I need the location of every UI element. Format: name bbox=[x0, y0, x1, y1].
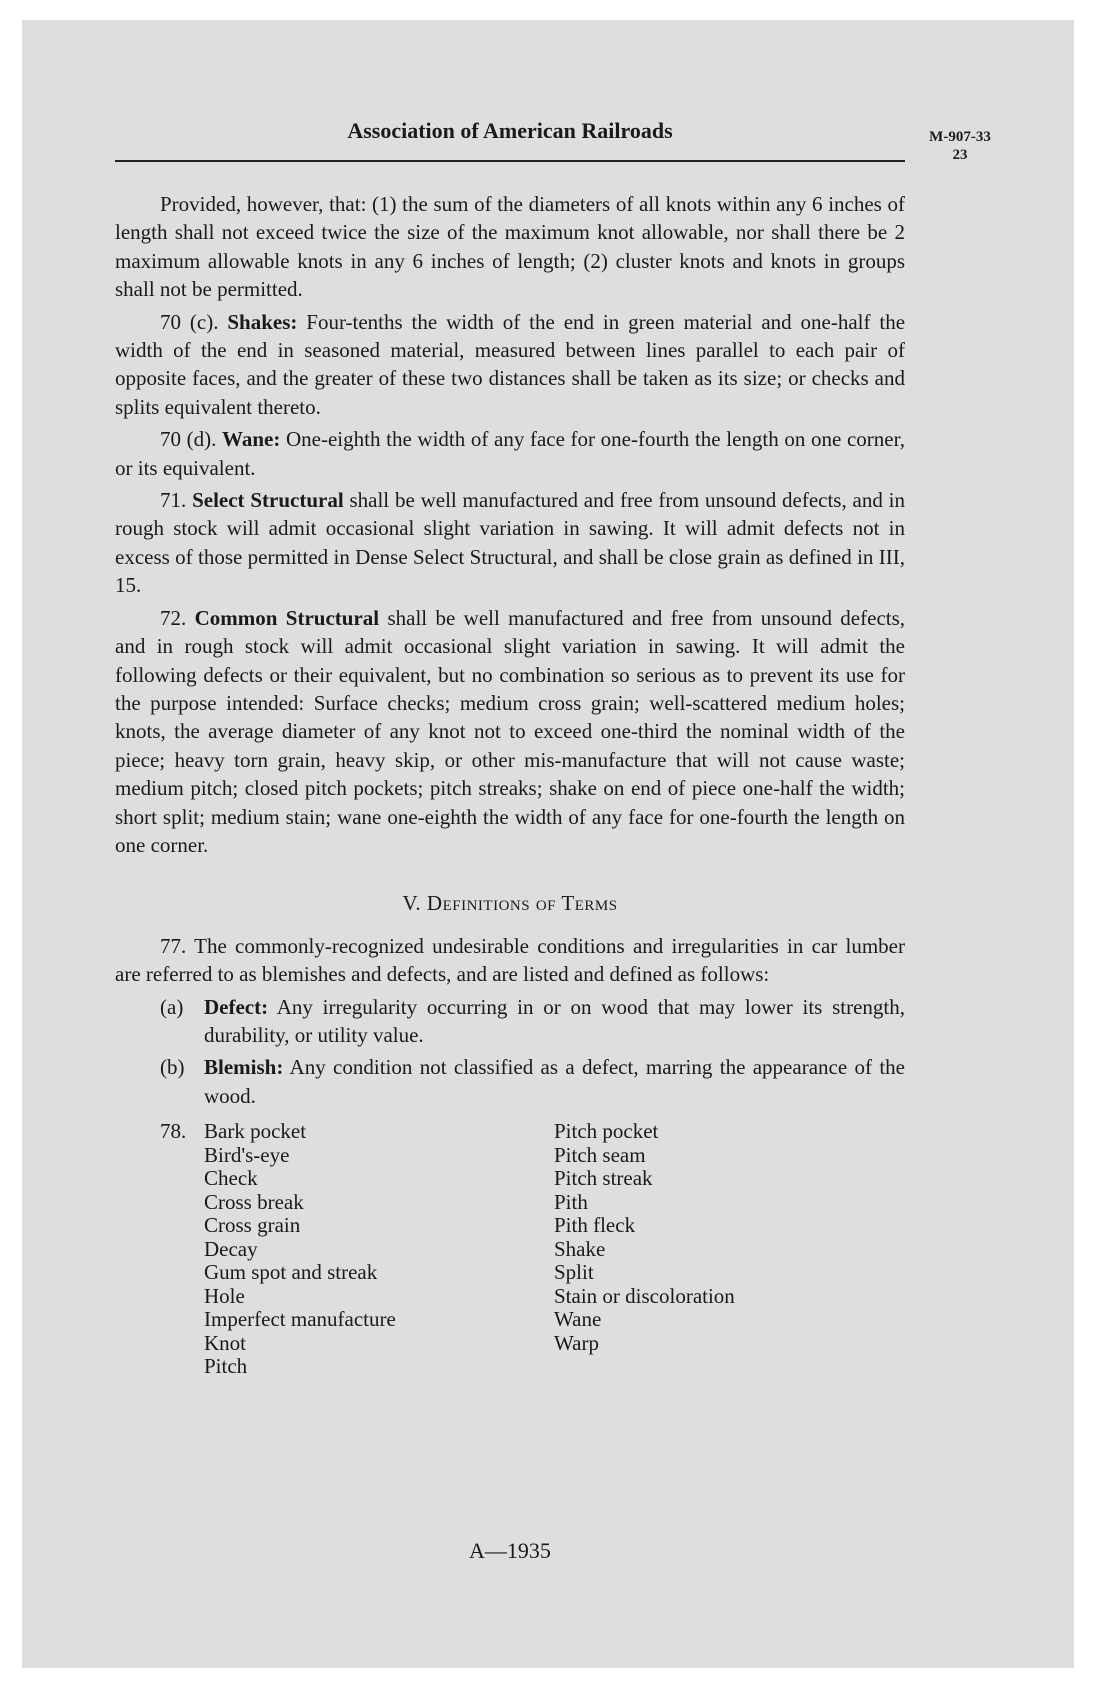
term-heading: Shakes: bbox=[227, 309, 298, 334]
term-item: Cross grain bbox=[204, 1213, 301, 1238]
header-rule bbox=[115, 160, 905, 162]
term-item: Split bbox=[554, 1260, 594, 1285]
term-item: Pitch seam bbox=[554, 1142, 646, 1167]
term-item: Shake bbox=[554, 1236, 606, 1261]
term-item: Pitch pocket bbox=[554, 1119, 659, 1144]
definition-body: Any irregularity occurring in or on wood that may lower its strength, durability, or utility value. bbox=[204, 994, 905, 1047]
paragraph-number: 70 (c). bbox=[160, 309, 219, 334]
term-item: Imperfect manufacture bbox=[204, 1307, 396, 1332]
definition-term: Defect: bbox=[204, 994, 269, 1019]
paragraph-body: shall be well manufactured and free from unsound defects, and in rough stock will admit occasional slight variation in sawing. It will admit defects not in excess of those permitted in Dense Select Structural, and shall be close grain as defined in III, 15. bbox=[115, 488, 905, 598]
document-number: M-907-33 bbox=[929, 129, 991, 145]
page-header-title: Association of American Railroads bbox=[347, 118, 673, 143]
paragraph-number: 71. bbox=[160, 488, 187, 513]
paragraph-number: 72. bbox=[160, 605, 187, 630]
term-heading: Common Structural bbox=[194, 605, 380, 630]
term-item: Cross break bbox=[204, 1189, 304, 1214]
paragraph-70c bbox=[115, 308, 905, 422]
paragraph-number: 70 (d). bbox=[160, 427, 217, 452]
document-code bbox=[910, 128, 1010, 164]
term-item: Pitch bbox=[204, 1354, 248, 1379]
term-item: Gum spot and streak bbox=[204, 1260, 378, 1285]
term-item: Bark pocket bbox=[204, 1119, 307, 1144]
term-item: Hole bbox=[204, 1283, 245, 1308]
paragraph-72 bbox=[115, 604, 905, 860]
paragraph-proviso: Provided, however, that: (1) the sum of the diameters of all knots within any 6 inches of length shall not exceed twice the size of the maximum knot allowable, nor shall there be 2 maximum allowable knots in any 6 inches of length; (2) cluster knots and knots in groups shall not be permitted. bbox=[115, 192, 905, 302]
terms-column-1 bbox=[204, 1120, 554, 1379]
term-item: Knot bbox=[204, 1330, 246, 1355]
page-number: 23 bbox=[952, 147, 968, 163]
definition-text bbox=[204, 1053, 905, 1110]
term-item: Decay bbox=[204, 1236, 258, 1261]
term-heading: Select Structural bbox=[192, 488, 344, 513]
term-item: Warp bbox=[554, 1330, 599, 1355]
body-text bbox=[115, 190, 905, 1379]
term-item: Pith fleck bbox=[554, 1213, 636, 1238]
definition-item bbox=[160, 1053, 905, 1110]
term-item: Pith bbox=[554, 1189, 588, 1214]
definition-label: (b) bbox=[160, 1055, 185, 1080]
paragraph-body: One-eighth the width of any face for one-fourth the length on one corner, or its equivalent. bbox=[115, 427, 905, 480]
term-item: Check bbox=[204, 1166, 258, 1191]
terms-column-2 bbox=[554, 1120, 905, 1379]
definition-label: (a) bbox=[160, 994, 184, 1019]
term-item: Wane bbox=[554, 1307, 602, 1332]
definition-body: Any condition not classified as a defect, marring the appearance of the wood. bbox=[204, 1055, 905, 1108]
term-heading: Wane: bbox=[222, 427, 281, 452]
section-heading: V. Definitions of Terms bbox=[402, 891, 618, 916]
terms-list-78 bbox=[115, 1120, 905, 1379]
definition-list bbox=[115, 993, 905, 1111]
paragraph-body: Four-tenths the width of the end in green material and one-half the width of the end in seasoned material, measured between lines parallel to each pair of opposite faces, and the greater of these two distances shall be taken as its size; or checks and splits equivalent thereto. bbox=[115, 309, 906, 419]
definition-text bbox=[204, 993, 905, 1050]
paragraph-71 bbox=[115, 486, 905, 600]
term-item: Bird's-eye bbox=[204, 1142, 290, 1167]
definition-item bbox=[160, 993, 905, 1050]
page-footer: A—1935 bbox=[469, 1538, 551, 1563]
paragraph-70d bbox=[115, 425, 905, 482]
paragraph-number: 78. bbox=[160, 1119, 187, 1144]
definition-term: Blemish: bbox=[204, 1055, 284, 1080]
term-item: Stain or discoloration bbox=[554, 1283, 735, 1308]
paragraph-body: shall be well manufactured and free from unsound defects, and in rough stock will admit occasional slight variation in sawing. It will admit the following defects or their equivalent, but no combination so serious as to prevent its use for the purpose intended: Surface checks; medium cross grain; well-scattered medium holes; knots, the average diameter of any knot not to exceed one-third the nominal width of the piece; heavy torn grain, heavy skip, or other mis-manufacture that will not cause waste; medium pitch; closed pitch pockets; pitch streaks; shake on end of piece one-half the width; short split; medium stain; wane one-eighth the width of any face for one-fourth the length on one corner. bbox=[115, 605, 906, 857]
term-item: Pitch streak bbox=[554, 1166, 653, 1191]
paragraph-77: 77. The commonly-recognized undesirable conditions and irregularities in car lumber are referred to as blemishes and defects, and are listed and defined as follows: bbox=[115, 933, 905, 987]
